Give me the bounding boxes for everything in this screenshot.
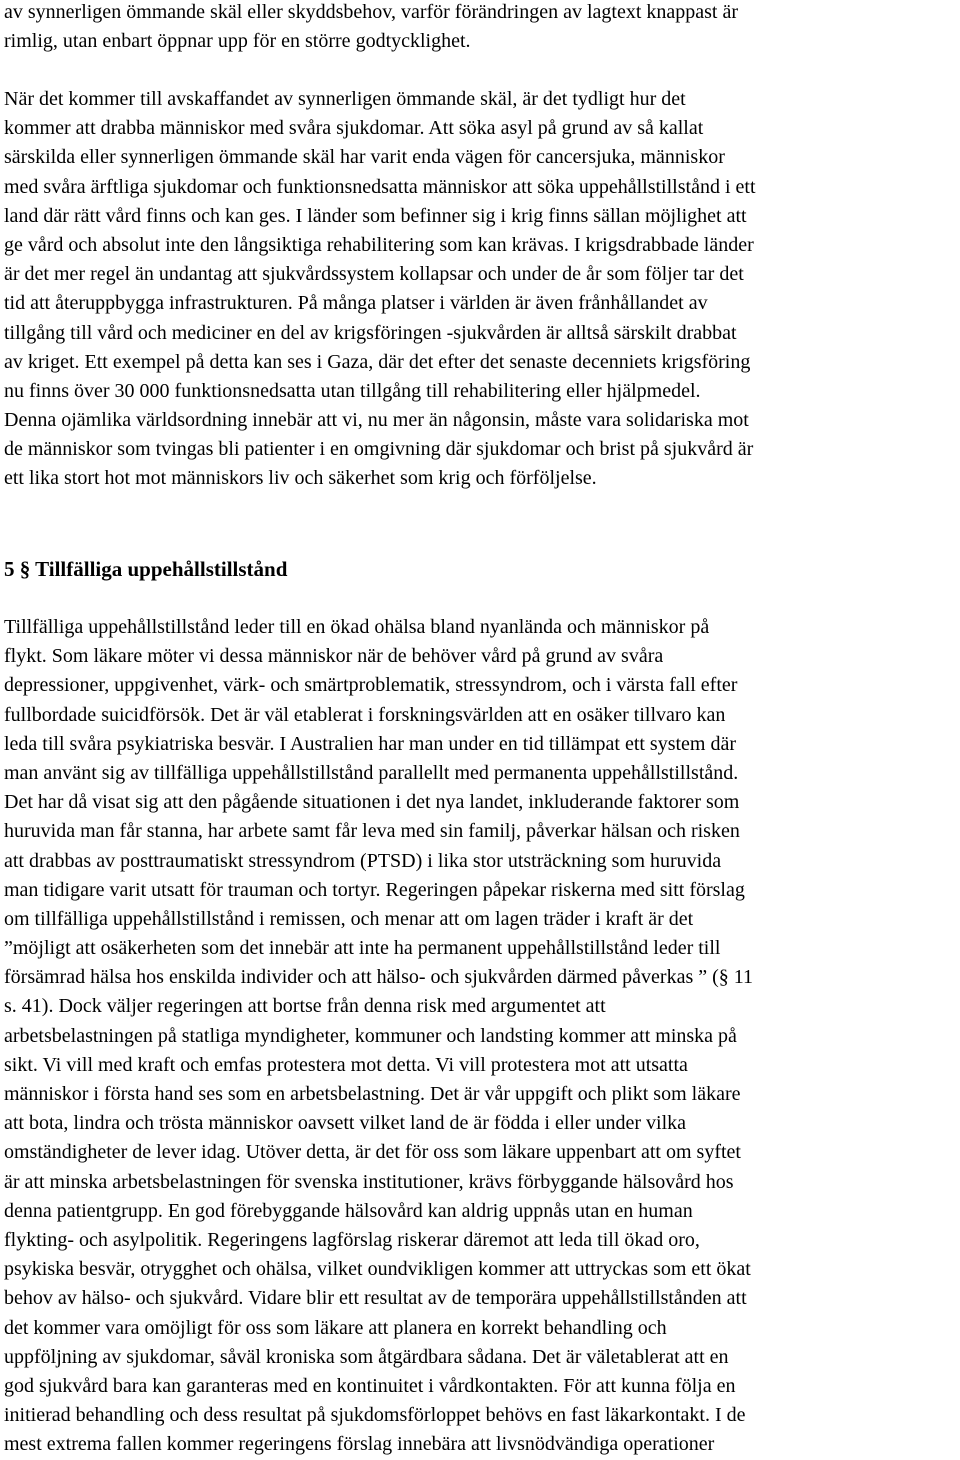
text-line: ge vård och absolut inte den långsiktiga rehabilitering som kan krävas. I krigsdrabbade länder xyxy=(4,233,754,256)
text-line: mest extrema fallen kommer regeringens förslag innebära att livsnödvändiga operationer xyxy=(4,1433,715,1456)
text-line: tillgång till vård och mediciner en del av krigsföringen -sjukvården är alltså särskilt drabbat xyxy=(4,321,737,344)
text-line: är att minska arbetsbelastningen för svenska institutioner, krävs förbyggande hälsovård hos xyxy=(4,1170,734,1193)
text-line: initierad behandling och dess resultat på sjukdomsförloppet behövs en fast läkarkontakt. I de xyxy=(4,1404,746,1427)
text-line: människor i första hand ses som en arbetsbelastning. Det är vår uppgift och plikt som läkare xyxy=(4,1083,741,1105)
text-line: omständigheter de lever idag. Utöver detta, är det för oss som läkare uppenbart att om syftet xyxy=(4,1141,741,1164)
text-line: rimlig, utan enbart öppnar upp för en större godtycklighet. xyxy=(4,30,471,53)
text-line: ”möjligt att osäkerheten som det innebär att inte ha permanent uppehållstillstånd leder till xyxy=(4,937,721,960)
text-line: psykiska besvär, otrygghet och ohälsa, vilket oundvikligen kommer att uttryckas som ett ökat xyxy=(4,1258,751,1281)
text-line: Det har då visat sig att den pågående situationen i det nya landet, inkluderande faktorer som xyxy=(4,791,740,814)
text-line: försämrad hälsa hos enskilda individer och att hälso- och sjukvården därmed påverkas ” (§ 11 xyxy=(4,966,754,989)
text-line: är det mer regel än undantag att sjukvårdssystem kollapsar och under de år som följer tar det xyxy=(4,263,744,286)
text-line: Denna ojämlika världsordning innebär att vi, nu mer än någonsin, måste vara solidariska mot xyxy=(4,409,749,432)
text-line: man tidigare varit utsatt för trauman och tortyr. Regeringen påpekar riskerna med sitt förslag xyxy=(4,878,745,901)
text-line: de människor som tvingas bli patienter i en omgivning där sjukdomar och brist på sjukvård är xyxy=(4,438,754,461)
text-line: denna patientgrupp. En god förebyggande hälsovård kan aldrig uppnås utan en human xyxy=(4,1199,693,1222)
text-line: Tillfälliga uppehållstillstånd leder till en ökad ohälsa bland nyanlända och människor på xyxy=(4,616,710,638)
text-line: kommer att drabba människor med svåra sjukdomar. Att söka asyl på grund av så kallat xyxy=(4,117,704,140)
text-line: När det kommer till avskaffandet av synnerligen ömmande skäl, är det tydligt hur det xyxy=(4,88,686,110)
paragraph-temporary-permits xyxy=(4,613,753,1459)
text-line: arbetsbelastningen på statliga myndigheter, kommuner och landsting kommer att minska på xyxy=(4,1024,737,1047)
text-line: sikt. Vi vill med kraft och emfas protestera mot detta. Vi vill protestera mot att utsatta xyxy=(4,1053,688,1076)
text-line: flykting- och asylpolitik. Regeringens lagförslag riskerar däremot att leda till ökad oro, xyxy=(4,1228,700,1251)
text-line: av kriget. Ett exempel på detta kan ses i Gaza, där det efter det senaste decenniets krigsföring xyxy=(4,350,751,373)
paragraph-medical-grounds xyxy=(4,85,756,494)
text-line: behov av hälso- och sjukvård. Vidare blir ett resultat av de temporära uppehållstillstånden att xyxy=(4,1287,747,1310)
text-line: land där rätt vård finns och kan ges. I länder som befinner sig i krig finns sällan möjlighet att xyxy=(4,204,747,227)
text-line: huruvida man får stanna, har arbete samt får leva med sin familj, påverkar hälsan och risken xyxy=(4,820,740,843)
text-line: med svåra ärftliga sjukdomar och funktionsnedsatta människor att söka uppehållstillstånd i ett xyxy=(4,175,756,198)
paragraph-continuation xyxy=(4,0,738,56)
text-line: av synnerligen ömmande skäl eller skyddsbehov, varför förändringen av lagtext knappast är xyxy=(4,1,739,23)
text-line: ett lika stort hot mot människors liv och säkerhet som krig och förföljelse. xyxy=(4,467,597,490)
text-line: s. 41). Dock väljer regeringen att bortse från denna risk med argumentet att xyxy=(4,995,606,1018)
text-line: att bota, lindra och trösta människor oavsett vilket land de är födda i eller under vilka xyxy=(4,1112,687,1135)
text-line: nu finns över 30 000 funktionsnedsatta utan tillgång till rehabilitering eller hjälpmedel. xyxy=(4,379,701,402)
text-line: leda till svåra psykiatriska besvär. I Australien har man under en tid tillämpat ett system där xyxy=(4,732,737,755)
text-line: om tillfälliga uppehållstillstånd i remissen, och menar att om lagen träder i kraft är det xyxy=(4,907,694,930)
text-line: man använt sig av tillfälliga uppehållstillstånd parallellt med permanenta uppehållstillstånd. xyxy=(4,761,739,784)
text-line: fullbordade suicidförsök. Det är väl etablerat i forskningsvärlden att en osäker tillvaro kan xyxy=(4,703,726,726)
text-line: flykt. Som läkare möter vi dessa människor när de behöver vård på grund av svåra xyxy=(4,645,664,668)
text-line: att drabbas av posttraumatiskt stressyndrom (PTSD) i lika stor utsträckning som huruvida xyxy=(4,849,722,872)
text-line: uppföljning av sjukdomar, såväl kroniska som åtgärdbara sådana. Det är väletablerat att en xyxy=(4,1345,729,1368)
text-line: god sjukvård bara kan garanteras med en kontinuitet i vårdkontakten. För att kunna följa en xyxy=(4,1374,736,1397)
section-heading: 5 § Tillfälliga uppehållstillstånd xyxy=(4,557,288,581)
text-line: tid att återuppbygga infrastrukturen. På många platser i världen är även frånhållandet av xyxy=(4,292,708,315)
text-line: det kommer vara omöjligt för oss som läkare att planera en korrekt behandling och xyxy=(4,1316,667,1339)
text-line: särskilda eller synnerligen ömmande skäl har varit enda vägen för cancersjuka, människor xyxy=(4,146,725,169)
text-line: depressioner, uppgivenhet, värk- och smärtproblematik, stressyndrom, och i värsta fall efter xyxy=(4,674,738,697)
